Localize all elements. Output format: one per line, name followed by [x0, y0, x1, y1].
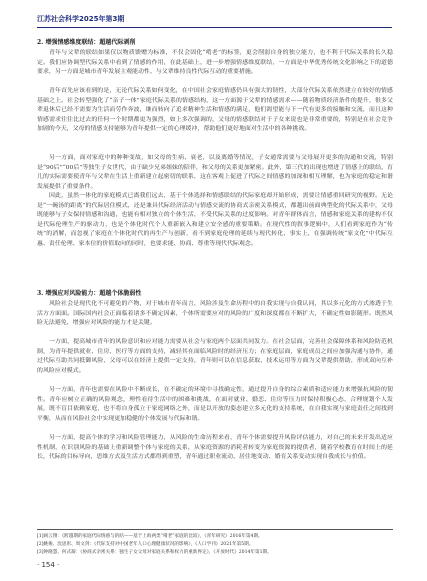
paragraph: 一方面，提高城市青年的风险意识和应对能力需要从社会与家庭两个层面共同发力。在社会层面，完善社会保障体系和风险防范机制，为青年提供就业、住房、医疗等方面的支持，减轻其在面临风险时的经济压力；在家庭层面，家庭成员之间应加强沟通与协作，通过代际互助共同抵御风险，父母可以在经济上提供一定支持，青年则可以在信息获取、技术运用等方面为父辈提供帮助，形成双向互补的风险应对模式。 [37, 339, 393, 374]
paragraph: 另一方面，提高个体的学习和风险管理能力，从风险的生命历程来看，青年个体需要提升风险评估能力，对自己的未来开发出适应性机制，在识别风险的基础上重新调整个体与家庭的关系，从家庭资源的消耗者转变为家庭资源的提供者，随着学校教育在时间上的延长，代际的目标导向，思维方式及生活方式都得到重塑，青年通过职业流动、居住地变动、婚育关系变动实现自我成长与价值。 [37, 435, 393, 461]
footnote: [2]姚俊、沈思彤、周文剑：《代际支持对中国老年人口心理健康状况的影响》，《人口学刊》2021年第5期。 [37, 542, 254, 547]
paragraph: 风险社会是现代化不可避免的产物，对于城市青年而言，风险涉及生命历程中的自我实现与自我认同，其以多元化的方式渗透于生活方方面面。国际国内社会正面临着诸多不确定因素，个体所需要应对的风险的广度和深度都在不断扩大，不确定性如影随形。既然风险无法避免，增强应对风险的能力才是关键。 [37, 301, 393, 327]
footnote: [1]阎云翔：《跨越期的家庭代际情感与的结——基于上海两类“啃老”家庭的比较》，《青年研究》2016年第4期。 [37, 534, 263, 539]
section-heading: 3. 增强应对风险能力：超越个体脆弱性 [37, 290, 142, 297]
article-body [37, 37, 393, 482]
paragraph: 另一方面，面对家庭中的种种变故，如父母的生病、衰老，以及离婚等情况，子女通常需要与父母展开更多的沟通和交流，特别是“90后”“00后”等独生子女世代，由于缺少兄弟姐妹的陪伴，和父母的关系更加紧密。此外，第三代的出现也增进了情感上的联结，育儿的实际需要使青年与父辈在生活上重新建立起密切的联系，这在客观上促进了代际之间情感的加深和相互理解，也为家庭的稳定和谐发展提供了重要条件。 [37, 155, 393, 190]
footnotes [37, 529, 393, 557]
footnote: [3]钟晓慧、何式凝：《协商式亲密关系：独生子女父母对家庭关系和权力的重新界定》，《开放时代》2014年第1期。 [37, 550, 272, 555]
paragraph: 青年首先应该看到的是，无论代际关系如何变化，在中国社会家庭情感仍具有强大的韧性，大部分代际关系依然建立在较好的情感基础之上。社会转型强化了“亲子一体”家庭代际关系的情感结构，这一方面源于父辈的情感需求——随着物质经济条件的提升，很多父辈退休后已经不需要为生活而劳作奔波，继而转向了追求精神生活和情感的满足，他们渴望能与下一代有更多的接触和交流，而且这种情感需求往往比过去的任何一个时期都更为强烈，如上多次强调的，父母的情感联结对于子女来说也是非常重要的，特别是在社会竞争加剧的今天，父母的情感支持能够为青年提供一定的心理缓冲，帮助他们更好地面对生活中的各种挑战。 [37, 88, 393, 133]
section-heading: 2. 增强情感维度联结：超越代际剥削 [37, 39, 136, 46]
paragraph: 青年与父辈的联结如果仅以物质馈赠为标准，不仅会固化“啃老”的标签，更会削弱自身的独立能力，也不利于代际关系的长久稳定。我们应协调型代际关系中看到了情感的作用，在此基础上，进一步增强情感维度联结，一方面是中华优秀传统文化影响之下的道德要求，另一方面是城市青年发展主观能动性、与父辈维持良性代际互动的重要措施。 [37, 50, 393, 76]
paragraph: 因此，虽然一体化的家庭模式已离我们远去，基于个体选择和情感联结的代际家庭却开始形成，需要让情感重回研究的视野。无论是“一碗汤的距离”的代际居住模式，还是兼具代际经济活动与情感交流的协商式亲密关系模式，都越出前面典型化的代际关系中，父母既能够与子女保持情感和沟通，也能有相对独立的个体生活，不受代际关系的过度影响。对青年群体而言，情感和家庭关系的建构不仅是代际伦理生产的驱动力，也是个体化时代个人重新嵌入和建立安全感的重要策略。在现代性的叙事逻辑中，人们看到家庭作为“传统”的消解，而忽视了家庭在个体化时代的再生产与创新，看不到家庭伦理的延续与现代转化，事实上，在强调传统“家文化”中代际互惠、责任伦理、家本位的价值取向的同时，也要求能、协商、尊重等现代代际观念。 [37, 193, 393, 247]
paragraph: 另一方面，青年也需要在风险中不断成长，在不确定的环境中寻找确定性，通过提升自身的综合素质和适应能力来增强抗风险的韧性。青年应树立正确的风险观念，理性看待生活中的困难和挑战，在面对就业、婚恋、住房等压力时保持积极心态，合理规划个人发展，既不盲目依赖家庭，也不将自身孤立于家庭网络之外，而是以开放的姿态建立多元化的支持系统，在自我实现与家庭责任之间找到平衡，从而在风险社会中实现更加稳健的个体发展与代际和谐。 [37, 387, 393, 422]
page-number: · 154 · [37, 561, 60, 569]
running-header: 江苏社会科学2025年第3期 [37, 14, 392, 28]
